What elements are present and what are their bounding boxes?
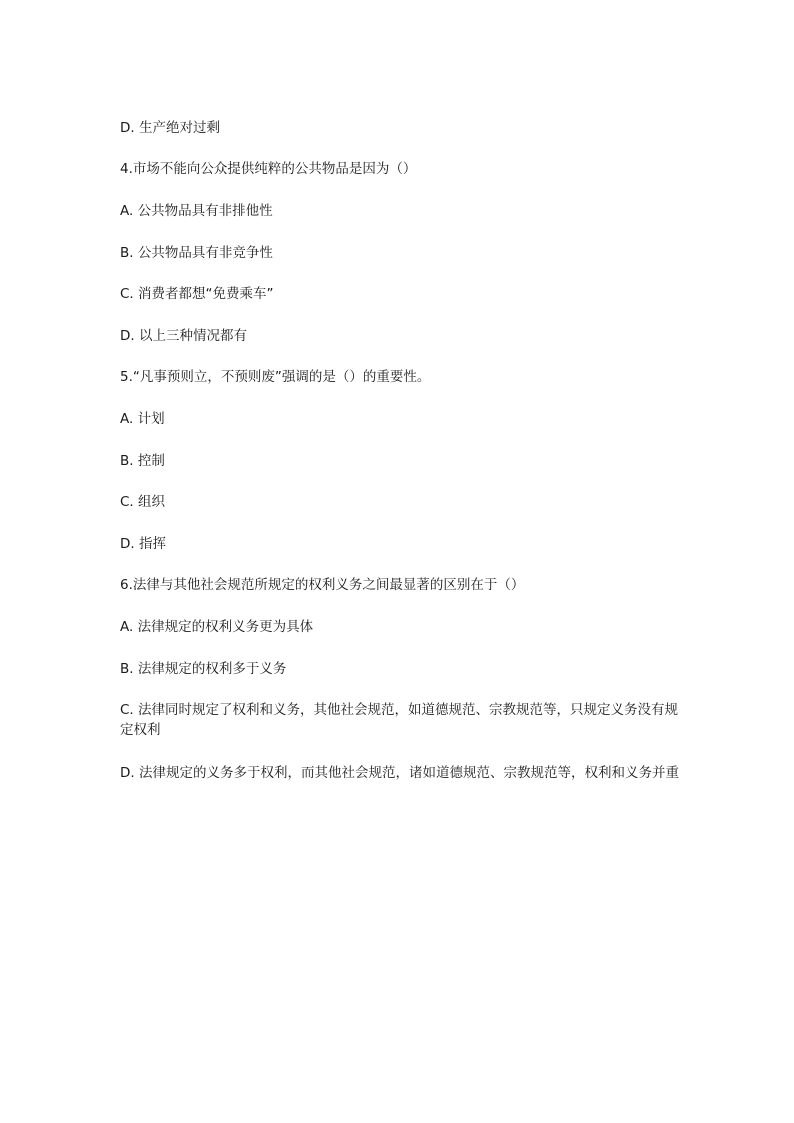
q4-option-a: A. 公共物品具有非排他性	[120, 203, 273, 219]
q6-stem: 6.法律与其他社会规范所规定的权利义务之间最显著的区别在于（）	[120, 577, 525, 593]
q6-option-d: D. 法律规定的义务多于权利，而其他社会规范，诸如道德规范、宗教规范等，权利和义务并重	[120, 765, 679, 781]
q4-stem: 4.市场不能向公众提供纯粹的公共物品是因为（）	[120, 161, 417, 177]
q5-option-d: D. 指挥	[120, 536, 166, 552]
q6-option-c: C. 法律同时规定了权利和义务，其他社会规范，如道德规范、宗教规范等，只规定义务没有规定权利	[120, 702, 679, 738]
q5-option-a: A. 计划	[120, 411, 165, 427]
q6-option-a: A. 法律规定的权利义务更为具体	[120, 619, 314, 635]
q4-option-c: C. 消费者都想“免费乘车”	[120, 286, 274, 302]
q5-stem: 5.“凡事预则立，不预则废”强调的是（）的重要性。	[120, 369, 431, 385]
q5-option-c: C. 组织	[120, 494, 166, 510]
q4-option-b: B. 公共物品具有非竞争性	[120, 245, 273, 261]
q5-option-b: B. 控制	[120, 453, 165, 469]
q6-option-b: B. 法律规定的权利多于义务	[120, 661, 287, 677]
q3-option-d: D. 生产绝对过剩	[120, 120, 220, 136]
q4-option-d: D. 以上三种情况都有	[120, 328, 247, 344]
